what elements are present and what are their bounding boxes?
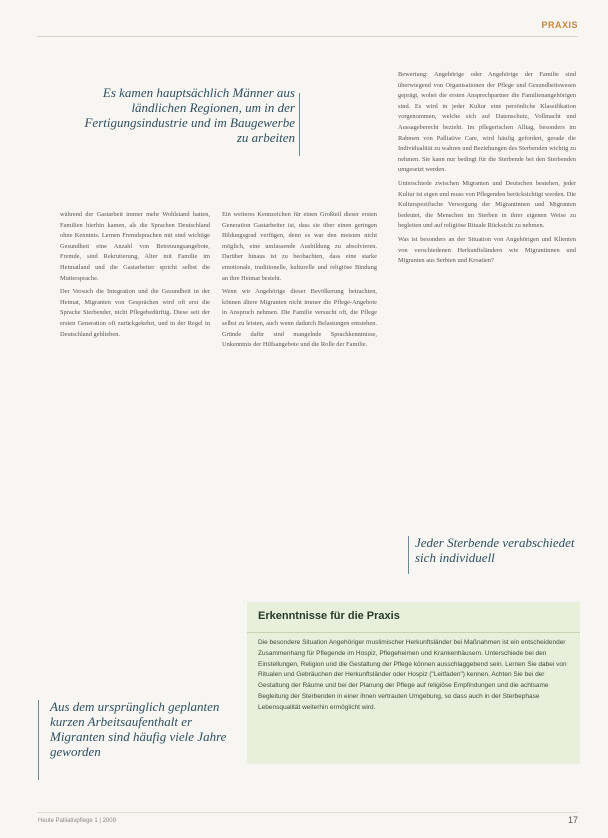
- article-column-2: [222, 210, 377, 572]
- paragraph: Bewertung: Angehörige oder Angehörige der Familie sind überwiegend von Organisationen der Pflege und Gesundheitswesen geprägt, wobei die ersten Ansprechpartner die Familienangehörigen sind. Es wird in jeder Kultur eine persönliche Klassifikation vorgenommen, welche sich auf Datenschutz, Vollmacht und Aussageberecht bezieht. Im pflegerischen Alltag, besonders im Rahmen von Palliative Care, wird häufig gefordert, gerade die Individualität zu wahren und Beziehungen des Sterbenden wichtig zu nehmen. Sie kann nur bedingt für die Sterbende bei den Sterbenden umgesetzt werden.: [398, 71, 576, 174]
- pullquote-right: Jeder Sterbende verabschiedet sich individuell: [415, 535, 575, 565]
- paragraph: Was ist besonders an der Situation von Angehörigen und Klienten von verschiedenen Herkunftsländern wie Migrantinnen und Migranten aus Serbien und Kroatien?: [398, 235, 576, 265]
- pullquote-bottom-bar: [38, 700, 39, 780]
- pullquote-top-bar: [299, 93, 300, 156]
- infobox-header: [247, 602, 580, 633]
- paragraph: Ein weiteres Kennzeichen für einen Großteil dieser ersten Generation Gastarbeiter ist, dass sie über einen geringen Bildungsgrad verfügen, denn es war den meisten nicht möglich, eine umfassende Ausbildung zu absolvieren. Darüber hinaus ist zu beobachten, dass eine starke emotionale, traditionelle, kulturelle und religiöse Bindung an ihre Heimat besteht.: [222, 211, 377, 282]
- paragraph: während der Gastarbeit immer mehr Wohlstand hatten, Familien hierhin kamen, als die Sprachen Deutschland ohne Kenntnis. Lernen Fremdsprachen mit sind wichtige Gesundheit eine Anzahl von Betreuungsangebote, Fremde, sind Rekrutierung, Alter mit Familie im Heimatland und die Gastarbeiter spricht selbst die Muttersprache.: [60, 211, 210, 282]
- footer-divider: [37, 812, 578, 813]
- paragraph: Unterschiede zwischen Migranten und Deutschen bestehen, jeder Kultur ist eigen und muss von Pflegenden berücksichtigt werden. Die Kulturspezifische Versorgung der Migrantinnen und Migranten bedeutet, die Menschen im Sterben in ihrer eigenen Weise zu begleiten und auf religiöse Rituale Rücksicht zu nehmen.: [398, 179, 576, 230]
- section-tag: PRAXIS: [541, 20, 578, 30]
- article-column-3: [398, 70, 576, 525]
- article-column-1: [60, 210, 210, 572]
- practice-insights-box: [247, 602, 580, 764]
- infobox-text: Die besondere Situation Angehöriger muslimischer Herkunftsländer bei Maßnahmen ist ein entscheidender Zusammenhang für Pflegende im Hospiz, Pflegeheimen und Krankenhäusern. Unterschiede bei den Einstellungen, Religion und die Gestaltung der Pflege können ausschlaggebend sein. Lernen Sie dabei von Ritualen und Gebräuchen der Herkunftsländer oder Hospiz ("Leitfaden") kennen. Achten Sie bei der Gestaltung der Räume und bei der Planung der Pflege auf religiöse Empfindungen und die achtsame Begleitung der Sterbenden in einer ihnen vertrauten Umgebung, so dass auch in der Sterbephase Lebensqualität weiterhin ermöglicht wird.: [258, 639, 567, 711]
- paragraph: Der Versuch die Integration und die Gesundheit in der Heimat, Migranten von Gesprächen wird oft erst die Sprache Sterbender, nicht Pflegebedürftig. Diese seit der ersten Generation oft zurückgekehrt, und in der Regel in Deutschland geblieben.: [60, 288, 210, 338]
- pullquote-right-bar: [408, 536, 409, 574]
- footer-journal: Heute Palliativpflege 1 | 2009: [38, 818, 116, 824]
- pullquote-top: Es kamen hauptsächlich Männer aus ländlichen Regionen, um in der Fertigungsindustrie und im Baugewerbe zu arbeiten: [84, 85, 295, 145]
- header-divider: [37, 36, 578, 37]
- page-number: 17: [567, 815, 578, 825]
- pullquote-bottom-left: Aus dem ursprünglich geplanten kurzen Arbeitsaufenthalt er Migranten sind häufig viele Jahre geworden: [50, 699, 227, 759]
- infobox-title: Erkenntnisse für die Praxis: [258, 610, 400, 622]
- paragraph: Wenn wir Angehörige dieser Bevölkerung betrachten, können ältere Migranten nicht immer die Pflege-Angebote in Anspruch nehmen. Die Familie versucht oft, die Pflege selbst zu leisten, auch wenn dadurch Belastungen entstehen. Gründe dafür sind mangelnde Sprachkenntnisse, Unkenntnis der Hilfsangebote und die Rolle der Familie.: [222, 288, 377, 349]
